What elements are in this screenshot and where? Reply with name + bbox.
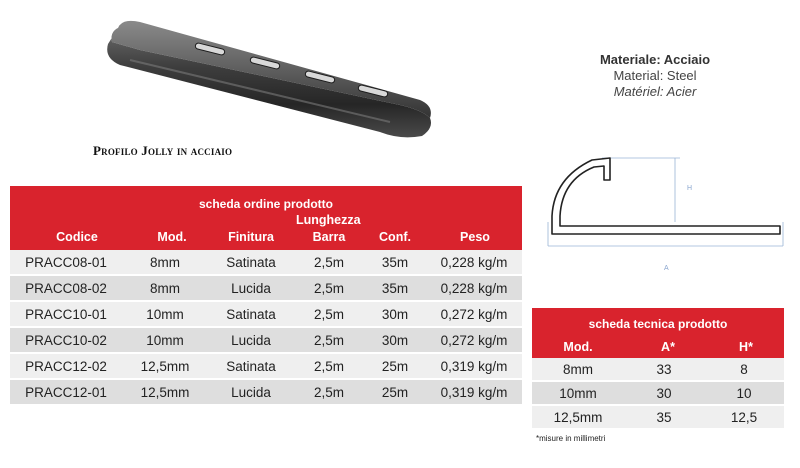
column-header-barra: Barra bbox=[312, 230, 346, 244]
cell-barra: 2,5m bbox=[313, 254, 344, 270]
cell-peso: 0,228 kg/m bbox=[440, 280, 508, 296]
cell-barra: 2,5m bbox=[313, 280, 344, 296]
cell-codice: PRACC12-01 bbox=[25, 384, 107, 400]
cell-a: 30 bbox=[656, 385, 672, 401]
cell-finitura: Satinata bbox=[226, 254, 276, 270]
column-header-codice: Codice bbox=[56, 230, 98, 244]
column-header-h: H* bbox=[739, 340, 753, 354]
order-table-body bbox=[10, 250, 522, 406]
profile-drawing bbox=[540, 150, 790, 280]
material-info bbox=[545, 52, 765, 100]
material-en: Material: Steel bbox=[613, 68, 697, 83]
cell-finitura: Lucida bbox=[231, 280, 271, 296]
column-lunghezza-label: Lunghezza bbox=[296, 213, 361, 227]
table-row bbox=[10, 328, 522, 354]
cell-finitura: Satinata bbox=[226, 306, 276, 322]
cell-mod: 12,5mm bbox=[140, 358, 190, 374]
cell-peso: 0,272 kg/m bbox=[440, 332, 508, 348]
cell-a: 35 bbox=[656, 409, 672, 425]
column-header-finitura: Finitura bbox=[228, 230, 274, 244]
column-header-a: A* bbox=[661, 340, 675, 354]
product-photo bbox=[100, 10, 435, 140]
tech-table-title: scheda tecnica prodotto bbox=[588, 317, 728, 331]
cell-h: 12,5 bbox=[730, 409, 758, 425]
tech-table-header bbox=[532, 308, 784, 358]
cell-barra: 2,5m bbox=[313, 358, 344, 374]
cell-peso: 0,272 kg/m bbox=[440, 306, 508, 322]
cell-peso: 0,319 kg/m bbox=[440, 358, 508, 374]
tech-table-note: *misure in millimetri bbox=[536, 434, 606, 443]
column-header-mod: Mod. bbox=[563, 340, 593, 354]
cell-conf: 30m bbox=[381, 332, 409, 348]
cell-codice: PRACC08-02 bbox=[25, 280, 107, 296]
table-row bbox=[10, 250, 522, 276]
cell-mod: 8mm bbox=[150, 254, 180, 270]
column-header-peso: Peso bbox=[460, 230, 490, 244]
order-table bbox=[10, 186, 522, 406]
material-it: Materiale: Acciaio bbox=[599, 52, 711, 67]
product-caption: Profilo Jolly in acciaio bbox=[93, 143, 233, 158]
cell-conf: 25m bbox=[381, 358, 409, 374]
cell-conf: 30m bbox=[381, 306, 409, 322]
cell-codice: PRACC08-01 bbox=[25, 254, 107, 270]
cell-finitura: Lucida bbox=[231, 384, 271, 400]
cell-peso: 0,228 kg/m bbox=[440, 254, 508, 270]
table-row bbox=[532, 358, 784, 382]
a-label: A bbox=[664, 265, 669, 272]
table-row bbox=[10, 354, 522, 380]
cell-mod: 12,5mm bbox=[553, 409, 603, 425]
order-table-title: scheda ordine prodotto bbox=[198, 197, 333, 211]
cell-a: 33 bbox=[656, 361, 672, 377]
cell-finitura: Satinata bbox=[226, 358, 276, 374]
cell-barra: 2,5m bbox=[313, 332, 344, 348]
cell-mod: 10mm bbox=[146, 306, 184, 322]
cell-barra: 2,5m bbox=[313, 306, 344, 322]
cell-barra: 2,5m bbox=[313, 384, 344, 400]
cell-codice: PRACC12-02 bbox=[25, 358, 107, 374]
cell-mod: 10mm bbox=[559, 385, 597, 401]
tech-table bbox=[532, 308, 784, 443]
cell-conf: 35m bbox=[381, 254, 409, 270]
cell-conf: 25m bbox=[381, 384, 409, 400]
table-row bbox=[10, 302, 522, 328]
cell-mod: 8mm bbox=[150, 280, 180, 296]
material-fr: Matériel: Acier bbox=[613, 84, 697, 99]
cell-codice: PRACC10-01 bbox=[25, 306, 107, 322]
cell-conf: 35m bbox=[381, 280, 409, 296]
order-table-header bbox=[10, 186, 522, 250]
h-label: H bbox=[687, 185, 693, 192]
table-row bbox=[532, 382, 784, 406]
cell-h: 8 bbox=[740, 361, 748, 377]
cell-codice: PRACC10-02 bbox=[25, 332, 107, 348]
cell-peso: 0,319 kg/m bbox=[440, 384, 508, 400]
cell-h: 10 bbox=[736, 385, 752, 401]
cell-mod: 10mm bbox=[146, 332, 184, 348]
table-row bbox=[532, 406, 784, 430]
table-row bbox=[10, 276, 522, 302]
table-row bbox=[10, 380, 522, 406]
column-header-mod: Mod. bbox=[157, 230, 187, 244]
cell-finitura: Lucida bbox=[231, 332, 271, 348]
cell-mod: 12,5mm bbox=[140, 384, 190, 400]
column-header-conf: Conf. bbox=[379, 230, 411, 244]
cell-mod: 8mm bbox=[563, 361, 593, 377]
tech-table-body bbox=[532, 358, 784, 430]
